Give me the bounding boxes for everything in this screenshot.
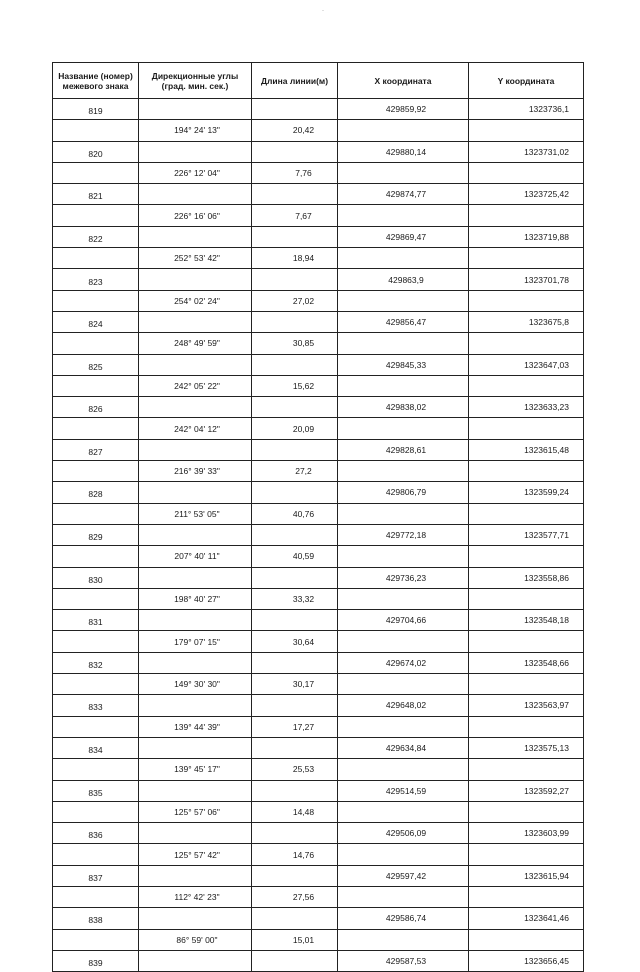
- point-name: 831: [53, 610, 139, 631]
- y-cell-empty: [469, 716, 584, 737]
- name-cell-empty: [53, 418, 139, 439]
- y-cell-empty: [469, 801, 584, 822]
- point-name: 821: [53, 184, 139, 205]
- name-cell-empty: [53, 801, 139, 822]
- angle-cell-empty: [139, 482, 252, 503]
- angle-cell-empty: [139, 908, 252, 929]
- y-cell-empty: [469, 674, 584, 695]
- y-cell-empty: [469, 503, 584, 524]
- angle-cell-empty: [139, 99, 252, 120]
- length-cell-empty: [252, 99, 338, 120]
- table-row: [53, 482, 584, 503]
- y-cell-empty: [469, 418, 584, 439]
- y-coordinate: 1323558,86: [469, 567, 584, 588]
- y-cell-empty: [469, 375, 584, 396]
- line-length: 7,67: [252, 205, 338, 226]
- y-cell-empty: [469, 290, 584, 311]
- line-length: 20,09: [252, 418, 338, 439]
- x-cell-empty: [338, 162, 469, 183]
- x-coordinate: 429838,02: [338, 397, 469, 418]
- table-row: [53, 823, 584, 844]
- table-row: [53, 695, 584, 716]
- line-length: 40,59: [252, 546, 338, 567]
- angle-cell-empty: [139, 823, 252, 844]
- length-cell-empty: [252, 354, 338, 375]
- length-cell-empty: [252, 567, 338, 588]
- table-row: [53, 759, 584, 780]
- table-row: [53, 716, 584, 737]
- x-cell-empty: [338, 333, 469, 354]
- direction-angle: 179° 07' 15": [139, 631, 252, 652]
- x-coordinate: 429859,92: [338, 99, 469, 120]
- line-length: 25,53: [252, 759, 338, 780]
- header-length: Длина линии(м): [252, 63, 338, 99]
- coordinates-table-sheet: [52, 62, 584, 972]
- angle-cell-empty: [139, 737, 252, 758]
- point-name: 820: [53, 141, 139, 162]
- point-name: 824: [53, 311, 139, 332]
- name-cell-empty: [53, 290, 139, 311]
- y-coordinate: 1323701,78: [469, 269, 584, 290]
- length-cell-empty: [252, 226, 338, 247]
- direction-angle: 226° 16' 06": [139, 205, 252, 226]
- table-row: [53, 162, 584, 183]
- x-cell-empty: [338, 418, 469, 439]
- y-coordinate: 1323675,8: [469, 311, 584, 332]
- y-coordinate: 1323575,13: [469, 737, 584, 758]
- length-cell-empty: [252, 865, 338, 886]
- x-cell-empty: [338, 461, 469, 482]
- x-cell-empty: [338, 205, 469, 226]
- point-name: 836: [53, 823, 139, 844]
- table-header-row: [53, 63, 584, 99]
- table-row: [53, 567, 584, 588]
- x-coordinate: 429845,33: [338, 354, 469, 375]
- y-coordinate: 1323592,27: [469, 780, 584, 801]
- direction-angle: 112° 42' 23": [139, 886, 252, 907]
- point-name: 827: [53, 439, 139, 460]
- table-row: [53, 375, 584, 396]
- line-length: 40,76: [252, 503, 338, 524]
- table-row: [53, 269, 584, 290]
- y-cell-empty: [469, 759, 584, 780]
- length-cell-empty: [252, 695, 338, 716]
- x-coordinate: 429736,23: [338, 567, 469, 588]
- direction-angle: 252° 53' 42": [139, 248, 252, 269]
- length-cell-empty: [252, 141, 338, 162]
- line-length: 33,32: [252, 588, 338, 609]
- x-coordinate: 429634,84: [338, 737, 469, 758]
- table-row: [53, 120, 584, 141]
- point-name: 828: [53, 482, 139, 503]
- y-coordinate: 1323736,1: [469, 99, 584, 120]
- header-x: X координата: [338, 63, 469, 99]
- name-cell-empty: [53, 631, 139, 652]
- point-name: 838: [53, 908, 139, 929]
- y-cell-empty: [469, 929, 584, 950]
- angle-cell-empty: [139, 269, 252, 290]
- table-row: [53, 908, 584, 929]
- x-coordinate: 429856,47: [338, 311, 469, 332]
- direction-angle: 149° 30' 30": [139, 674, 252, 695]
- length-cell-empty: [252, 184, 338, 205]
- angle-cell-empty: [139, 354, 252, 375]
- table-row: [53, 205, 584, 226]
- header-y: Y координата: [469, 63, 584, 99]
- x-cell-empty: [338, 844, 469, 865]
- y-cell-empty: [469, 120, 584, 141]
- point-name: 829: [53, 524, 139, 545]
- table-row: [53, 950, 584, 971]
- angle-cell-empty: [139, 652, 252, 673]
- direction-angle: 207° 40' 11": [139, 546, 252, 567]
- line-length: 7,76: [252, 162, 338, 183]
- length-cell-empty: [252, 311, 338, 332]
- y-coordinate: 1323656,45: [469, 950, 584, 971]
- length-cell-empty: [252, 482, 338, 503]
- table-row: [53, 524, 584, 545]
- name-cell-empty: [53, 248, 139, 269]
- x-coordinate: 429704,66: [338, 610, 469, 631]
- x-cell-empty: [338, 716, 469, 737]
- angle-cell-empty: [139, 780, 252, 801]
- coordinates-table: [52, 62, 584, 972]
- direction-angle: 194° 24' 13": [139, 120, 252, 141]
- angle-cell-empty: [139, 439, 252, 460]
- point-name: 823: [53, 269, 139, 290]
- x-cell-empty: [338, 375, 469, 396]
- angle-cell-empty: [139, 184, 252, 205]
- y-cell-empty: [469, 461, 584, 482]
- x-cell-empty: [338, 929, 469, 950]
- direction-angle: 242° 04' 12": [139, 418, 252, 439]
- x-coordinate: 429772,18: [338, 524, 469, 545]
- length-cell-empty: [252, 950, 338, 971]
- table-row: [53, 99, 584, 120]
- y-coordinate: 1323647,03: [469, 354, 584, 375]
- x-cell-empty: [338, 503, 469, 524]
- direction-angle: 211° 53' 05": [139, 503, 252, 524]
- length-cell-empty: [252, 397, 338, 418]
- y-cell-empty: [469, 162, 584, 183]
- table-row: [53, 546, 584, 567]
- table-row: [53, 141, 584, 162]
- direction-angle: 198° 40' 27": [139, 588, 252, 609]
- header-name: Название (номер) межевого знака: [53, 63, 139, 99]
- table-row: [53, 503, 584, 524]
- name-cell-empty: [53, 716, 139, 737]
- table-row: [53, 290, 584, 311]
- table-row: [53, 631, 584, 652]
- y-cell-empty: [469, 631, 584, 652]
- line-length: 15,62: [252, 375, 338, 396]
- line-length: 30,64: [252, 631, 338, 652]
- table-row: [53, 588, 584, 609]
- x-cell-empty: [338, 120, 469, 141]
- direction-angle: 139° 44' 39": [139, 716, 252, 737]
- point-name: 822: [53, 226, 139, 247]
- name-cell-empty: [53, 588, 139, 609]
- angle-cell-empty: [139, 226, 252, 247]
- y-coordinate: 1323615,94: [469, 865, 584, 886]
- point-name: 837: [53, 865, 139, 886]
- y-cell-empty: [469, 588, 584, 609]
- y-coordinate: 1323577,71: [469, 524, 584, 545]
- x-cell-empty: [338, 674, 469, 695]
- x-coordinate: 429674,02: [338, 652, 469, 673]
- y-coordinate: 1323633,23: [469, 397, 584, 418]
- line-length: 15,01: [252, 929, 338, 950]
- table-row: [53, 801, 584, 822]
- x-cell-empty: [338, 290, 469, 311]
- name-cell-empty: [53, 546, 139, 567]
- angle-cell-empty: [139, 524, 252, 545]
- scan-speck: ·: [322, 8, 324, 14]
- table-row: [53, 652, 584, 673]
- angle-cell-empty: [139, 567, 252, 588]
- table-row: [53, 865, 584, 886]
- angle-cell-empty: [139, 695, 252, 716]
- direction-angle: 125° 57' 06": [139, 801, 252, 822]
- line-length: 14,76: [252, 844, 338, 865]
- line-length: 27,02: [252, 290, 338, 311]
- y-coordinate: 1323641,46: [469, 908, 584, 929]
- name-cell-empty: [53, 929, 139, 950]
- length-cell-empty: [252, 780, 338, 801]
- point-name: 819: [53, 99, 139, 120]
- table-row: [53, 780, 584, 801]
- length-cell-empty: [252, 610, 338, 631]
- length-cell-empty: [252, 439, 338, 460]
- point-name: 830: [53, 567, 139, 588]
- x-cell-empty: [338, 631, 469, 652]
- y-cell-empty: [469, 844, 584, 865]
- name-cell-empty: [53, 759, 139, 780]
- direction-angle: 248° 49' 59": [139, 333, 252, 354]
- y-cell-empty: [469, 248, 584, 269]
- line-length: 20,42: [252, 120, 338, 141]
- table-row: [53, 311, 584, 332]
- point-name: 835: [53, 780, 139, 801]
- x-coordinate: 429874,77: [338, 184, 469, 205]
- y-cell-empty: [469, 546, 584, 567]
- table-body: [53, 99, 584, 972]
- name-cell-empty: [53, 333, 139, 354]
- length-cell-empty: [252, 524, 338, 545]
- angle-cell-empty: [139, 865, 252, 886]
- x-coordinate: 429586,74: [338, 908, 469, 929]
- table-row: [53, 929, 584, 950]
- header-angle: Дирекционные углы (град. мин. сек.): [139, 63, 252, 99]
- direction-angle: 139° 45' 17": [139, 759, 252, 780]
- direction-angle: 216° 39' 33": [139, 461, 252, 482]
- point-name: 826: [53, 397, 139, 418]
- x-coordinate: 429869,47: [338, 226, 469, 247]
- x-coordinate: 429506,09: [338, 823, 469, 844]
- table-row: [53, 397, 584, 418]
- line-length: 14,48: [252, 801, 338, 822]
- name-cell-empty: [53, 120, 139, 141]
- table-row: [53, 226, 584, 247]
- x-coordinate: 429597,42: [338, 865, 469, 886]
- direction-angle: 242° 05' 22": [139, 375, 252, 396]
- x-coordinate: 429880,14: [338, 141, 469, 162]
- line-length: 27,56: [252, 886, 338, 907]
- name-cell-empty: [53, 461, 139, 482]
- y-cell-empty: [469, 333, 584, 354]
- table-row: [53, 610, 584, 631]
- y-coordinate: 1323615,48: [469, 439, 584, 460]
- name-cell-empty: [53, 205, 139, 226]
- line-length: 30,85: [252, 333, 338, 354]
- y-coordinate: 1323603,99: [469, 823, 584, 844]
- direction-angle: 86° 59' 00": [139, 929, 252, 950]
- x-cell-empty: [338, 759, 469, 780]
- point-name: 833: [53, 695, 139, 716]
- name-cell-empty: [53, 844, 139, 865]
- y-cell-empty: [469, 205, 584, 226]
- length-cell-empty: [252, 823, 338, 844]
- name-cell-empty: [53, 375, 139, 396]
- table-row: [53, 461, 584, 482]
- name-cell-empty: [53, 162, 139, 183]
- x-coordinate: 429806,79: [338, 482, 469, 503]
- length-cell-empty: [252, 737, 338, 758]
- y-coordinate: 1323548,18: [469, 610, 584, 631]
- angle-cell-empty: [139, 141, 252, 162]
- x-cell-empty: [338, 546, 469, 567]
- x-cell-empty: [338, 248, 469, 269]
- y-coordinate: 1323725,42: [469, 184, 584, 205]
- direction-angle: 226° 12' 04": [139, 162, 252, 183]
- point-name: 832: [53, 652, 139, 673]
- line-length: 17,27: [252, 716, 338, 737]
- name-cell-empty: [53, 503, 139, 524]
- x-coordinate: 429587,53: [338, 950, 469, 971]
- line-length: 30,17: [252, 674, 338, 695]
- table-row: [53, 354, 584, 375]
- y-coordinate: 1323599,24: [469, 482, 584, 503]
- line-length: 18,94: [252, 248, 338, 269]
- line-length: 27,2: [252, 461, 338, 482]
- y-coordinate: 1323719,88: [469, 226, 584, 247]
- table-row: [53, 333, 584, 354]
- x-cell-empty: [338, 801, 469, 822]
- length-cell-empty: [252, 652, 338, 673]
- table-row: [53, 844, 584, 865]
- y-coordinate: 1323563,97: [469, 695, 584, 716]
- table-row: [53, 184, 584, 205]
- angle-cell-empty: [139, 610, 252, 631]
- table-row: [53, 674, 584, 695]
- angle-cell-empty: [139, 311, 252, 332]
- point-name: 834: [53, 737, 139, 758]
- x-cell-empty: [338, 588, 469, 609]
- y-coordinate: 1323731,02: [469, 141, 584, 162]
- table-row: [53, 248, 584, 269]
- table-row: [53, 418, 584, 439]
- point-name: 825: [53, 354, 139, 375]
- angle-cell-empty: [139, 950, 252, 971]
- x-coordinate: 429514,59: [338, 780, 469, 801]
- angle-cell-empty: [139, 397, 252, 418]
- point-name: 839: [53, 950, 139, 971]
- direction-angle: 125° 57' 42": [139, 844, 252, 865]
- table-row: [53, 439, 584, 460]
- name-cell-empty: [53, 674, 139, 695]
- x-coordinate: 429828,61: [338, 439, 469, 460]
- x-coordinate: 429863,9: [338, 269, 469, 290]
- x-coordinate: 429648,02: [338, 695, 469, 716]
- direction-angle: 254° 02' 24": [139, 290, 252, 311]
- length-cell-empty: [252, 908, 338, 929]
- y-coordinate: 1323548,66: [469, 652, 584, 673]
- length-cell-empty: [252, 269, 338, 290]
- table-row: [53, 737, 584, 758]
